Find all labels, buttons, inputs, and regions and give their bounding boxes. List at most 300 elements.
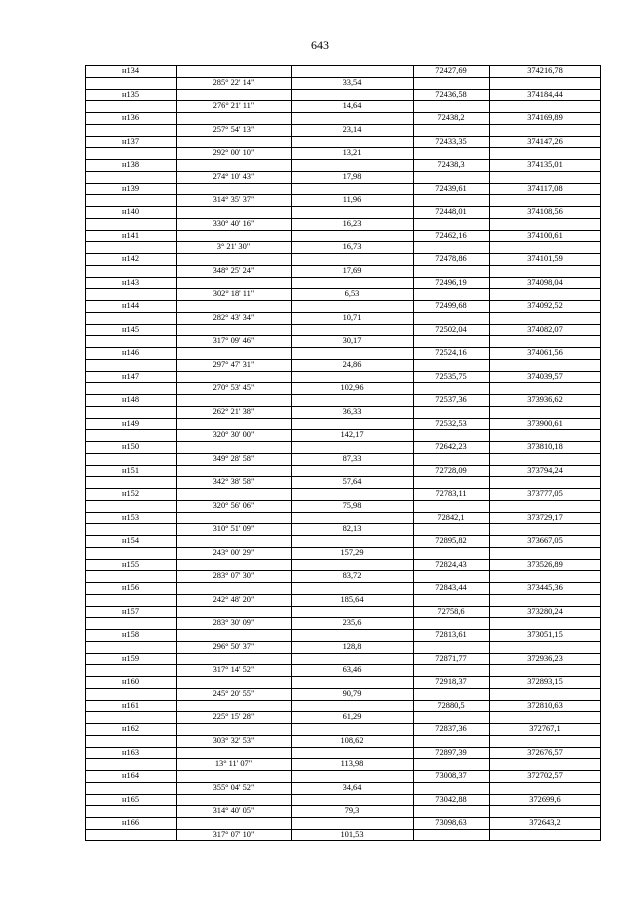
table-horizontal-rule [85,664,601,665]
table-horizontal-rule [85,535,601,536]
empty-cell [413,124,489,136]
point-row [85,606,601,618]
x-coordinate-cell: 73042,88 [435,794,467,804]
empty-cell [291,253,413,265]
survey-coordinates-table [85,65,601,841]
table-horizontal-rule [85,206,601,207]
x-coordinate-cell: 72783,11 [435,489,467,498]
empty-cell [413,147,489,159]
table-horizontal-rule [85,817,601,818]
segment-row [85,335,601,347]
segment-row [85,570,601,582]
empty-cell [85,476,176,488]
empty-cell [489,171,601,183]
empty-cell [489,500,601,512]
bearing-angle-cell: 314° 40' 05" [212,806,255,816]
point-name-cell: н146 [121,348,140,357]
empty-cell [413,359,489,371]
y-coordinate-cell: 372676,57 [527,747,563,757]
segment-row [85,218,601,230]
point-name-cell: н154 [121,536,140,545]
point-name-cell: н158 [121,630,140,639]
empty-cell [291,606,413,618]
table-horizontal-rule [85,288,601,289]
empty-cell [85,406,176,418]
table-horizontal-rule [85,688,601,689]
point-row [85,253,601,265]
x-coordinate-cell: 72448,01 [435,207,467,216]
distance-cell: 128,8 [342,641,362,651]
empty-cell [489,335,601,347]
x-coordinate-cell: 72728,09 [435,465,467,475]
segment-row [85,171,601,183]
table-horizontal-rule [85,136,601,137]
table-horizontal-rule [85,89,601,90]
empty-cell [413,265,489,277]
table-horizontal-rule [85,441,601,442]
point-name-cell: н155 [121,559,140,569]
empty-cell [176,394,291,406]
x-coordinate-cell: 72478,86 [435,254,467,263]
empty-cell [176,582,291,594]
x-coordinate-cell: 72824,43 [435,559,467,569]
distance-cell: 23,14 [342,124,362,134]
distance-cell: 75,98 [342,500,362,510]
y-coordinate-cell: 374135,01 [527,160,563,169]
y-coordinate-cell: 374098,04 [527,277,563,287]
empty-cell [176,65,291,77]
empty-cell [413,453,489,465]
distance-cell: 82,13 [342,524,362,534]
distance-cell: 101,53 [340,829,364,839]
empty-cell [489,664,601,676]
empty-cell [85,77,176,89]
empty-cell [85,429,176,441]
y-coordinate-cell: 372810,63 [527,700,563,710]
table-horizontal-rule [85,194,601,195]
y-coordinate-cell: 374101,59 [527,254,563,263]
empty-cell [85,312,176,324]
table-horizontal-rule [85,241,601,242]
bearing-angle-cell: 225° 15' 28" [212,712,255,722]
x-coordinate-cell: 72813,61 [435,630,467,639]
x-coordinate-cell: 72524,16 [435,348,467,357]
y-coordinate-cell: 373900,61 [527,418,563,428]
table-horizontal-rule [85,218,601,219]
empty-cell [291,676,413,688]
empty-cell [291,418,413,430]
empty-cell [176,441,291,453]
segment-row [85,288,601,300]
point-name-cell: н137 [121,136,140,146]
empty-cell [85,453,176,465]
empty-cell [489,523,601,535]
table-horizontal-rule [85,371,601,372]
empty-cell [413,429,489,441]
table-horizontal-rule [85,770,601,771]
point-name-cell: н157 [121,606,140,616]
bearing-angle-cell: 330° 40' 16" [212,218,255,228]
bearing-angle-cell: 314° 35' 37" [212,195,255,205]
table-horizontal-rule [85,641,601,642]
empty-cell [413,77,489,89]
empty-cell [413,594,489,606]
table-horizontal-rule [85,488,601,489]
empty-cell [413,171,489,183]
distance-cell: 157,29 [340,547,364,557]
point-row [85,770,601,782]
table-horizontal-rule [85,300,601,301]
empty-cell [291,89,413,101]
bearing-angle-cell: 302° 18' 11" [212,289,255,299]
table-horizontal-rule [85,559,601,560]
distance-cell: 11,96 [342,195,362,205]
distance-cell: 33,54 [342,77,362,87]
y-coordinate-cell: 374082,07 [527,324,563,334]
x-coordinate-cell: 72427,69 [435,66,467,75]
empty-cell [176,418,291,430]
empty-cell [489,406,601,418]
table-horizontal-rule [85,582,601,583]
empty-cell [291,465,413,477]
x-coordinate-cell: 72462,16 [435,230,467,240]
empty-cell [85,335,176,347]
point-row [85,723,601,735]
empty-cell [413,218,489,230]
point-name-cell: н148 [121,395,140,404]
segment-row [85,500,601,512]
table-horizontal-rule [85,253,601,254]
x-coordinate-cell: 72496,19 [435,277,467,287]
y-coordinate-cell: 372643,2 [529,818,561,827]
distance-cell: 61,29 [342,712,362,722]
table-horizontal-rule [85,230,601,231]
point-name-cell: н153 [121,512,140,522]
point-row [85,324,601,336]
point-name-cell: н156 [121,583,140,592]
empty-cell [176,512,291,524]
empty-cell [489,711,601,723]
empty-cell [85,805,176,817]
x-coordinate-cell: 72433,35 [435,136,467,146]
bearing-angle-cell: 348° 25' 24" [212,265,255,275]
table-horizontal-rule [85,805,601,806]
y-coordinate-cell: 373280,24 [527,606,563,616]
distance-cell: 83,72 [342,571,362,581]
y-coordinate-cell: 374117,08 [527,183,563,193]
table-horizontal-rule [85,418,601,419]
table-horizontal-rule [85,700,601,701]
point-name-cell: н136 [121,113,140,122]
point-name-cell: н151 [121,465,140,475]
empty-cell [176,277,291,289]
empty-cell [176,159,291,171]
empty-cell [176,606,291,618]
empty-cell [85,288,176,300]
table-horizontal-rule [85,500,601,501]
x-coordinate-cell: 73098,63 [435,818,467,827]
segment-row [85,476,601,488]
y-coordinate-cell: 373526,89 [527,559,563,569]
empty-cell [413,641,489,653]
empty-cell [176,112,291,124]
x-coordinate-cell: 72897,39 [435,747,467,757]
point-name-cell: н147 [121,371,140,381]
empty-cell [85,359,176,371]
bearing-angle-cell: 282° 43' 34" [212,312,255,322]
empty-cell [291,794,413,806]
y-coordinate-cell: 374100,61 [527,230,563,240]
empty-cell [413,382,489,394]
point-row [85,747,601,759]
x-coordinate-cell: 72843,44 [435,583,467,592]
empty-cell [413,805,489,817]
table-horizontal-rule [85,312,601,313]
x-coordinate-cell: 72880,5 [437,700,465,710]
distance-cell: 102,96 [340,383,364,393]
distance-cell: 34,64 [342,782,362,792]
bearing-angle-cell: 270° 53' 45" [212,383,255,393]
empty-cell [291,347,413,359]
empty-cell [176,465,291,477]
distance-cell: 113,98 [340,759,364,769]
empty-cell [489,641,601,653]
table-horizontal-rule [85,465,601,466]
point-row [85,441,601,453]
table-horizontal-rule [85,547,601,548]
empty-cell [291,206,413,218]
empty-cell [85,523,176,535]
empty-cell [85,758,176,770]
empty-cell [85,617,176,629]
point-name-cell: н164 [121,771,140,780]
x-coordinate-cell: 72642,23 [435,442,467,451]
point-row [85,394,601,406]
distance-cell: 235,6 [342,618,362,628]
empty-cell [413,758,489,770]
empty-cell [176,230,291,242]
empty-cell [291,512,413,524]
point-name-cell: н161 [121,700,140,710]
segment-row [85,147,601,159]
x-coordinate-cell: 72537,36 [435,395,467,404]
segment-row [85,406,601,418]
point-name-cell: н134 [121,66,140,75]
empty-cell [489,218,601,230]
empty-cell [489,617,601,629]
empty-cell [489,100,601,112]
y-coordinate-cell: 373729,17 [527,512,563,522]
y-coordinate-cell: 374061,56 [527,348,563,357]
empty-cell [413,664,489,676]
empty-cell [291,300,413,312]
point-row [85,206,601,218]
empty-cell [176,817,291,829]
empty-cell [489,288,601,300]
table-horizontal-rule [85,359,601,360]
empty-cell [413,711,489,723]
empty-cell [85,688,176,700]
table-horizontal-rule [85,147,601,148]
point-row [85,159,601,171]
point-name-cell: н140 [121,207,140,216]
empty-cell [176,700,291,712]
table-horizontal-rule [85,829,601,830]
empty-cell [489,476,601,488]
empty-cell [85,664,176,676]
empty-cell [489,77,601,89]
empty-cell [176,629,291,641]
point-name-cell: н138 [121,160,140,169]
empty-cell [413,570,489,582]
x-coordinate-cell: 72502,04 [435,324,467,334]
empty-cell [85,241,176,253]
empty-cell [176,770,291,782]
empty-cell [489,312,601,324]
empty-cell [413,288,489,300]
empty-cell [291,159,413,171]
segment-row [85,100,601,112]
y-coordinate-cell: 374108,56 [527,207,563,216]
empty-cell [85,782,176,794]
point-row [85,136,601,148]
empty-cell [176,747,291,759]
distance-cell: 90,79 [342,688,362,698]
empty-cell [291,441,413,453]
empty-cell [291,817,413,829]
empty-cell [413,688,489,700]
bearing-angle-cell: 262° 21' 38" [212,406,255,416]
empty-cell [176,488,291,500]
bearing-angle-cell: 349° 28' 58" [212,453,255,463]
point-name-cell: н142 [121,254,140,263]
segment-row [85,124,601,136]
segment-row [85,758,601,770]
empty-cell [176,300,291,312]
point-row [85,371,601,383]
distance-cell: 185,64 [340,594,364,604]
point-row [85,112,601,124]
y-coordinate-cell: 374169,89 [527,113,563,122]
empty-cell [176,183,291,195]
bearing-angle-cell: 320° 56' 06" [212,500,255,510]
segment-row [85,265,601,277]
empty-cell [176,324,291,336]
empty-cell [291,277,413,289]
distance-cell: 79,3 [344,806,360,816]
empty-cell [291,324,413,336]
empty-cell [413,735,489,747]
bearing-angle-cell: 3° 21' 30" [216,242,251,252]
segment-row [85,664,601,676]
table-horizontal-rule [85,277,601,278]
distance-cell: 13,21 [342,148,362,158]
empty-cell [489,570,601,582]
empty-cell [85,124,176,136]
distance-cell: 57,64 [342,477,362,487]
x-coordinate-cell: 72532,53 [435,418,467,428]
x-coordinate-cell: 72842,1 [437,512,465,522]
point-name-cell: н163 [121,747,140,757]
bearing-angle-cell: 297° 47' 31" [212,359,255,369]
table-horizontal-rule [85,512,601,513]
empty-cell [176,653,291,665]
empty-cell [85,100,176,112]
segment-row [85,194,601,206]
point-name-cell: н160 [121,677,140,686]
segment-row [85,382,601,394]
table-horizontal-rule [85,594,601,595]
x-coordinate-cell: 72895,82 [435,536,467,545]
point-name-cell: н149 [121,418,140,428]
bearing-angle-cell: 317° 09' 46" [212,336,255,346]
empty-cell [85,171,176,183]
x-coordinate-cell: 72758,6 [437,606,465,616]
empty-cell [413,523,489,535]
segment-row [85,547,601,559]
y-coordinate-cell: 373667,05 [527,536,563,545]
empty-cell [291,112,413,124]
point-row [85,465,601,477]
empty-cell [176,371,291,383]
empty-cell [176,136,291,148]
distance-cell: 108,62 [340,735,364,745]
table-horizontal-rule [85,653,601,654]
table-horizontal-rule [85,570,601,571]
empty-cell [489,735,601,747]
table-horizontal-rule [85,476,601,477]
point-row [85,300,601,312]
segment-row [85,735,601,747]
empty-cell [413,476,489,488]
empty-cell [291,183,413,195]
empty-cell [489,547,601,559]
segment-row [85,782,601,794]
bearing-angle-cell: 285° 22' 14" [212,77,255,87]
point-name-cell: н150 [121,442,140,451]
point-name-cell: н165 [121,794,140,804]
y-coordinate-cell: 374147,26 [527,136,563,146]
segment-row [85,523,601,535]
point-name-cell: н144 [121,301,140,310]
empty-cell [489,265,601,277]
empty-cell [291,535,413,547]
empty-cell [489,194,601,206]
segment-row [85,359,601,371]
empty-cell [413,782,489,794]
segment-row [85,241,601,253]
y-coordinate-cell: 374184,44 [527,89,563,99]
x-coordinate-cell: 72918,37 [435,677,467,686]
empty-cell [176,676,291,688]
table-horizontal-rule [85,124,601,125]
empty-cell [489,758,601,770]
segment-row [85,594,601,606]
y-coordinate-cell: 374092,52 [527,301,563,310]
empty-cell [413,194,489,206]
empty-cell [291,723,413,735]
point-name-cell: н139 [121,183,140,193]
distance-cell: 14,64 [342,101,362,111]
table-horizontal-rule [85,676,601,677]
empty-cell [176,559,291,571]
distance-cell: 17,98 [342,171,362,181]
distance-cell: 10,71 [342,312,362,322]
segment-row [85,77,601,89]
x-coordinate-cell: 72837,36 [435,724,467,733]
empty-cell [489,782,601,794]
bearing-angle-cell: 310° 51' 09" [212,524,255,534]
